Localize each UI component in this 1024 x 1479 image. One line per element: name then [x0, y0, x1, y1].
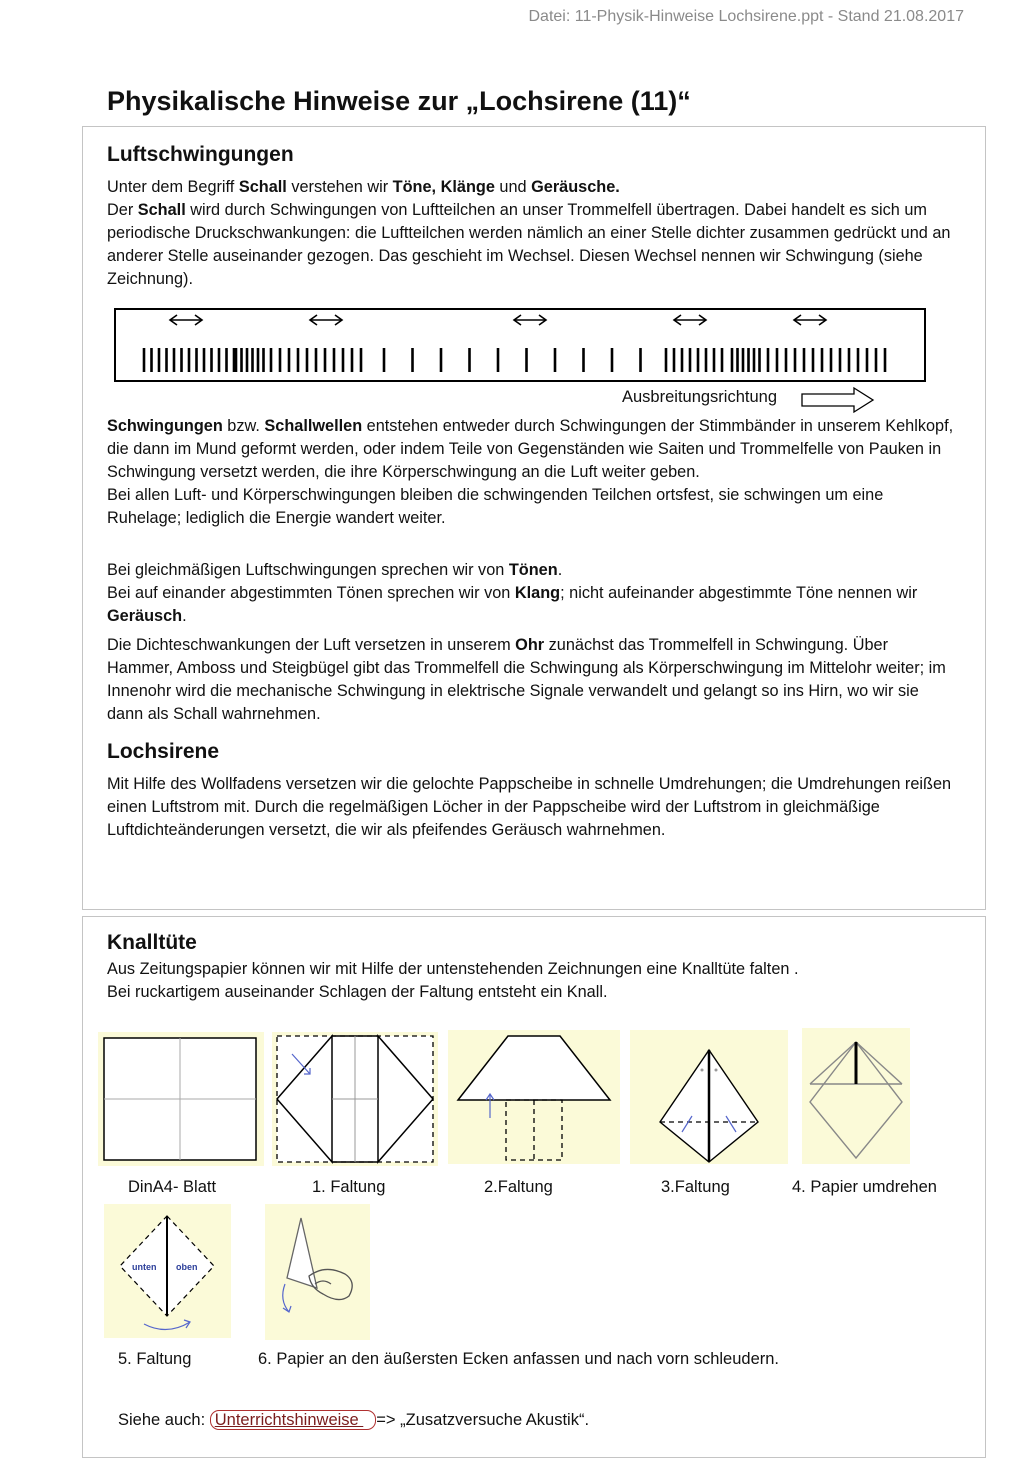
fold-5-figure: [104, 1204, 231, 1338]
direction-arrow-icon: [800, 386, 876, 414]
double-arrow-icon: [310, 315, 342, 325]
caption-step-6: 6. Papier an den äußersten Ecken anfassen und nach vorn schleudern.: [258, 1350, 780, 1368]
double-arrow-icon: [674, 315, 706, 325]
luftschwingungen-heading: Luftschwingungen: [107, 143, 294, 166]
caption-sheet: DinA4- Blatt: [128, 1178, 217, 1196]
file-info-header: Datei: 11-Physik-Hinweise Lochsirene.ppt - Stand 21.08.2017: [528, 8, 964, 25]
double-arrow-icon: [794, 315, 826, 325]
see-also-line: Siehe auch: Unterrichtshinweise => „Zusatzversuche Akustik“.: [118, 1411, 590, 1429]
sound-wave-diagram: [114, 308, 926, 382]
page-title: Physikalische Hinweise zur „Lochsirene (11)“: [107, 86, 691, 116]
schwingungen-paragraph: Schwingungen bzw. Schallwellen entstehen entweder durch Schwingungen der Stimmbänder in unserem Kehlkopf, die dann im Mund geformt werden, oder indem Teile von Gegenständen wie Saiten und Trommelfelle von Pauken in Schwingung versetzt werden, die ihre Körperschwingung an die Luft weiter geben. Bei allen Luft- und Körperschwingungen bleiben die schwingenden Teilchen ortsfest, sie schwingen um eine Ruhelage; lediglich die Energie wandert weiter.: [107, 417, 954, 527]
fold-4-figure: [802, 1028, 910, 1164]
unterrichtshinweise-link[interactable]: Unterrichtshinweise: [210, 1410, 377, 1430]
knalltuete-intro-1: Aus Zeitungspapier können wir mit Hilfe der untenstehenden Zeichnungen eine Knalltüte falten .: [107, 960, 799, 978]
toene-paragraph: Bei gleichmäßigen Luftschwingungen sprechen wir von Tönen. Bei auf einander abgestimmten Tönen sprechen wir von Klang; nicht aufeinander abgestimmte Töne nennen wir Geräusch.: [107, 561, 918, 625]
schall-paragraph: Unter dem Begriff Schall verstehen wir Töne, Klänge und Geräusche. Der Schall wird durch Schwingungen von Luftteilchen an unser Trommelfell übertragen. Dabei handelt es sich um periodische Druckschwankungen: die Luftteilchen werden nämlich an einer Stelle dichter zusammen gedrückt und an anderer Stelle auseinander gezogen. Das geschieht im Wechsel. Diesen Wechsel nennen wir Schwingung (siehe Zeichnung).: [107, 178, 951, 288]
caption-fold-2: 2.Faltung: [484, 1178, 553, 1196]
fold-5-label-left: unten: [132, 1262, 157, 1272]
lochsirene-heading: Lochsirene: [107, 740, 220, 763]
fold-1-figure: [272, 1032, 438, 1166]
caption-fold-5: 5. Faltung: [118, 1350, 192, 1368]
compression-lines: [116, 310, 924, 380]
caption-fold-4: 4. Papier umdrehen: [792, 1178, 937, 1196]
caption-fold-1: 1. Faltung: [312, 1178, 386, 1196]
caption-fold-3: 3.Faltung: [661, 1178, 730, 1196]
double-arrow-icon: [170, 315, 202, 325]
fold-2-figure: [448, 1030, 620, 1164]
lochsirene-paragraph: Mit Hilfe des Wollfadens versetzen wir die gelochte Pappscheibe in schnelle Umdrehungen; die Umdrehungen reißen einen Luftstrom mit. Durch die regelmäßigen Löcher in der Pappscheibe wird der Luftstrom in gleichmäßige Luftdichteänderungen versetzt, die wir als pfeifendes Geräusch wahrnehmen.: [107, 775, 952, 839]
knalltuete-heading: Knalltüte: [107, 931, 197, 954]
ohr-paragraph: Die Dichteschwankungen der Luft versetzen in unserem Ohr zunächst das Trommelfell in Schwingung. Über Hammer, Amboss und Steigbügel gibt das Trommelfell die Schwingung als Körperschwingung im Mittelohr weiter; im Innenohr wird die mechanische Schwingung in elektrische Signale verwandelt und gelangt so ins Hirn, wo wir sie dann als Schall wahrnehmen.: [107, 636, 946, 723]
fold-5-label-right: oben: [176, 1262, 198, 1272]
fold-3-figure: [630, 1030, 788, 1164]
direction-label: Ausbreitungsrichtung: [622, 388, 778, 406]
fold-6-figure: [265, 1204, 370, 1340]
double-arrow-icon: [514, 315, 546, 325]
knalltuete-intro-2: Bei ruckartigem auseinander Schlagen der Faltung entsteht ein Knall.: [107, 983, 608, 1001]
dina4-sheet-figure: [98, 1032, 264, 1166]
